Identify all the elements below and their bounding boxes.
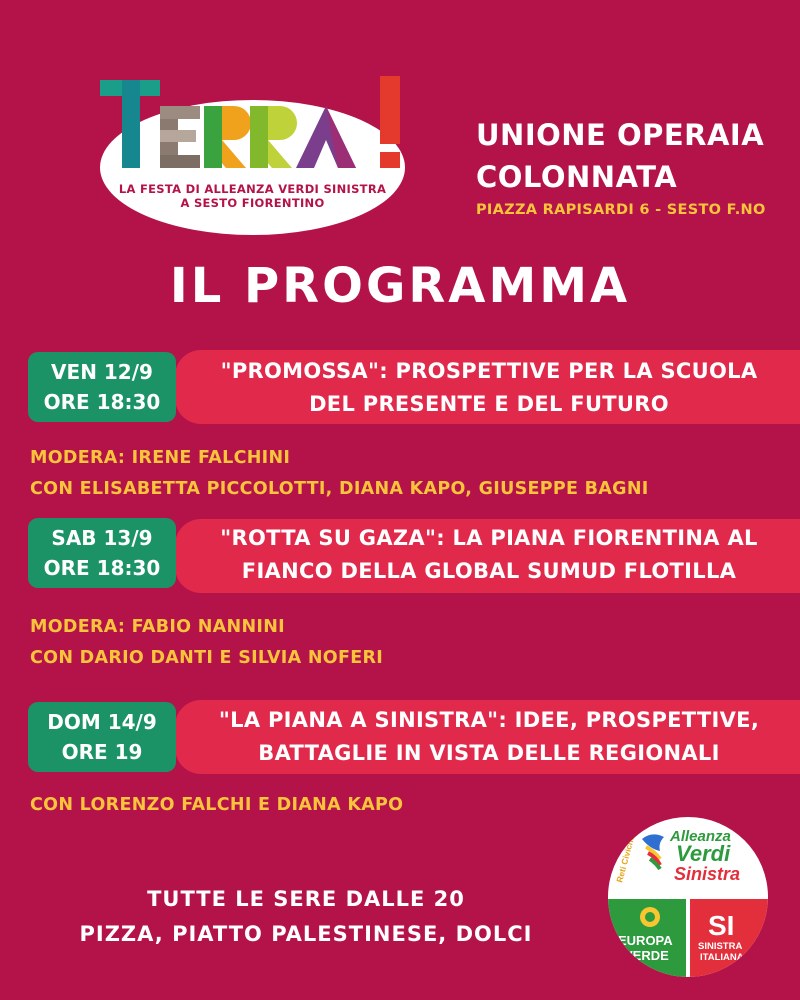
event-date-box [28, 518, 176, 588]
event-title-line1: "PROMOSSA": PROSPETTIVE PER LA SCUOLA [220, 359, 758, 383]
event-day: SAB 13/9 [51, 526, 153, 550]
event-moderator: MODERA: IRENE FALCHINI [30, 448, 291, 468]
verdi-text: Verdi [676, 841, 731, 866]
venue-address: PIAZZA RAPISARDI 6 - SESTO F.NO [476, 202, 766, 218]
festival-logo-wordmark [100, 76, 410, 176]
party-logo-graphic [608, 817, 768, 977]
event-title-line2: FIANCO DELLA GLOBAL SUMUD FLOTILLA [241, 559, 737, 583]
event-guests: CON LORENZO FALCHI E DIANA KAPO [30, 795, 404, 815]
event-date-box [28, 702, 176, 772]
event-date-box [28, 352, 176, 422]
italiana-text: ITALIANA [700, 952, 744, 963]
event-info [30, 790, 403, 821]
venue-line1: UNIONE OPERAIA [476, 118, 765, 152]
event-time: ORE 18:30 [43, 390, 161, 414]
logo-subtitle-line2: A SESTO FIORENTINO [180, 196, 325, 210]
party-logo [608, 817, 768, 977]
event-guests: CON DARIO DANTI E SILVIA NOFERI [30, 648, 384, 668]
festival-logo-subtitle [100, 182, 405, 210]
event-info [30, 612, 383, 674]
alleanza-text: Alleanza [670, 828, 731, 845]
venue-name [476, 114, 764, 198]
sinistra-italiana-text: SINISTRA [698, 941, 743, 952]
verde-text: VERDE [624, 948, 669, 963]
sinistra-text: Sinistra [674, 864, 741, 884]
event-time: ORE 19 [61, 740, 143, 764]
event-title-line2: BATTAGLIE IN VISTA DELLE REGIONALI [258, 741, 720, 765]
venue-line2: COLONNATA [476, 160, 678, 194]
footer-line1: TUTTE LE SERE DALLE 20 [147, 887, 465, 911]
event-info [30, 443, 649, 505]
event-guests: CON ELISABETTA PICCOLOTTI, DIANA KAPO, GIUSEPPE BAGNI [30, 479, 649, 499]
page-title: IL PROGRAMMA [169, 258, 631, 314]
event-title [178, 522, 800, 588]
event-title-line1: "ROTTA SU GAZA": LA PIANA FIORENTINA AL [220, 526, 758, 550]
event-title-line2: DEL PRESENTE E DEL FUTURO [309, 392, 669, 416]
event-title-line1: "LA PIANA A SINISTRA": IDEE, PROSPETTIVE, [218, 708, 760, 732]
event-time: ORE 18:30 [43, 556, 161, 580]
event-moderator: MODERA: FABIO NANNINI [30, 617, 285, 637]
event-title [178, 355, 800, 421]
europa-text: EUROPA [618, 933, 673, 948]
si-text: SI [708, 910, 735, 941]
footer-text [0, 882, 612, 952]
event-day: DOM 14/9 [47, 710, 157, 734]
footer-line2: PIZZA, PIATTO PALESTINESE, DOLCI [79, 922, 533, 946]
event-day: VEN 12/9 [51, 360, 153, 384]
logo-subtitle-line1: LA FESTA DI ALLEANZA VERDI SINISTRA [118, 182, 387, 196]
event-title [178, 704, 800, 770]
reti-civiche-text: Reti Civiche [614, 833, 637, 884]
